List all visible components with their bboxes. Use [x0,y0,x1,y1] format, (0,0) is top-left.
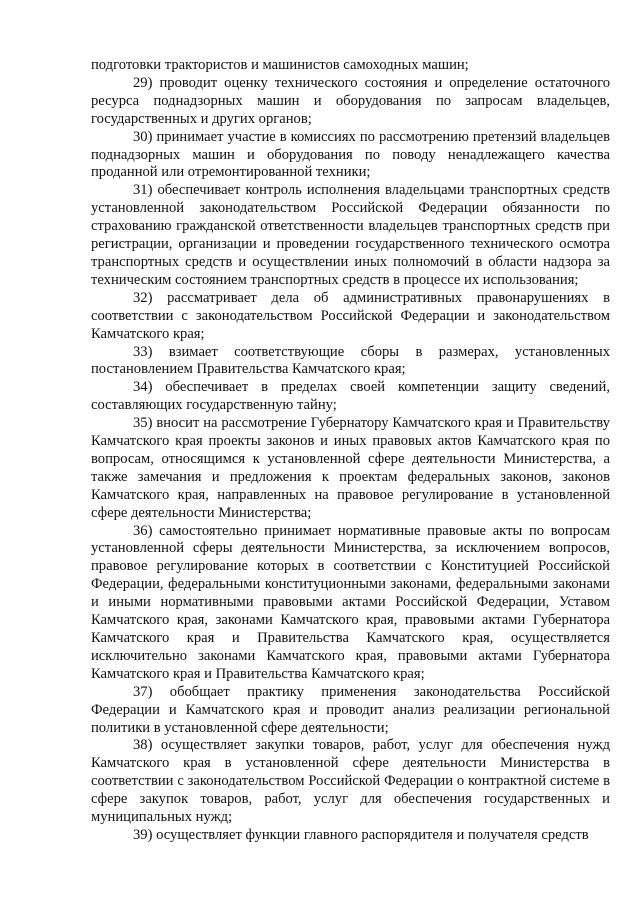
paragraph-item-29: 29) проводит оценку технического состояния и определение остаточного ресурса поднадзорных машин и оборудования по запросам владельцев, государственных и других органов; [91,74,610,127]
paragraph-item-32: 32) рассматривает дела об административных правонарушениях в соответствии с законодательством Российской Федерации и законодательством Камчатского края; [91,289,610,342]
paragraph-item-34: 34) обеспечивает в пределах своей компетенции защиту сведений, составляющих государственную тайну; [91,379,610,414]
paragraph-item-33: 33) взимает соответствующие сборы в размерах, установленных постановлением Правительства Камчатского края; [91,343,610,378]
paragraph-item-31: 31) обеспечивает контроль исполнения владельцами транспортных средств установленной законодательством Российской Федерации обязанности по страхованию гражданской ответственности владельцев транспортных средств при регистрации, организации и проведении государственного технического осмотра транспортных средств и осуществлении иных полномочий в области надзора за техническим состоянием транспортных средств в процессе их использования; [91,182,610,288]
paragraph-item-35: 35) вносит на рассмотрение Губернатору Камчатского края и Правительству Камчатского края проекты законов и иных правовых актов Камчатского края по вопросам, относящимся к установленной сфере деятельности Министерства, а также замечания и предложения к проектам федеральных законов, законов Камчатского края, направленных на правовое регулирование в установленной сфере деятельности Министерства; [91,415,610,521]
paragraph-item-38: 38) осуществляет закупки товаров, работ, услуг для обеспечения нужд Камчатского края в установленной сфере деятельности Министерства в соответствии с законодательством Российской Федерации о контрактной системе в сфере закупок товаров, работ, услуг для обеспечения государственных и муниципальных нужд; [91,737,610,826]
document-page [91,57,610,845]
paragraph-continuation: подготовки трактористов и машинистов самоходных машин; [91,57,469,73]
paragraph-item-36: 36) самостоятельно принимает нормативные правовые акты по вопросам установленной сферы деятельности Министерства, за исключением вопросов, правовое регулирование которых в соответствии с Конституцией Российской Федерации, федеральными конституционными законами, федеральными законами и иными нормативными правовыми актами Российской Федерации, Уставом Камчатского края, законами Камчатского края, правовыми актами Губернатора Камчатского края и Правительства Камчатского края, осуществляется исключительно законами Камчатского края, правовыми актами Губернатора Камчатского края и Правительства Камчатского края; [91,522,610,682]
paragraph-item-37: 37) обобщает практику применения законодательства Российской Федерации и Камчатского края и проводит анализ реализации региональной политики в установленной сфере деятельности; [91,683,610,736]
paragraph-item-39: 39) осуществляет функции главного распорядителя и получателя средств [133,826,589,843]
paragraph-item-30: 30) принимает участие в комиссиях по рассмотрению претензий владельцев поднадзорных машин и оборудования по поводу ненадлежащего качества проданной или отремонтированной техники; [91,128,610,181]
